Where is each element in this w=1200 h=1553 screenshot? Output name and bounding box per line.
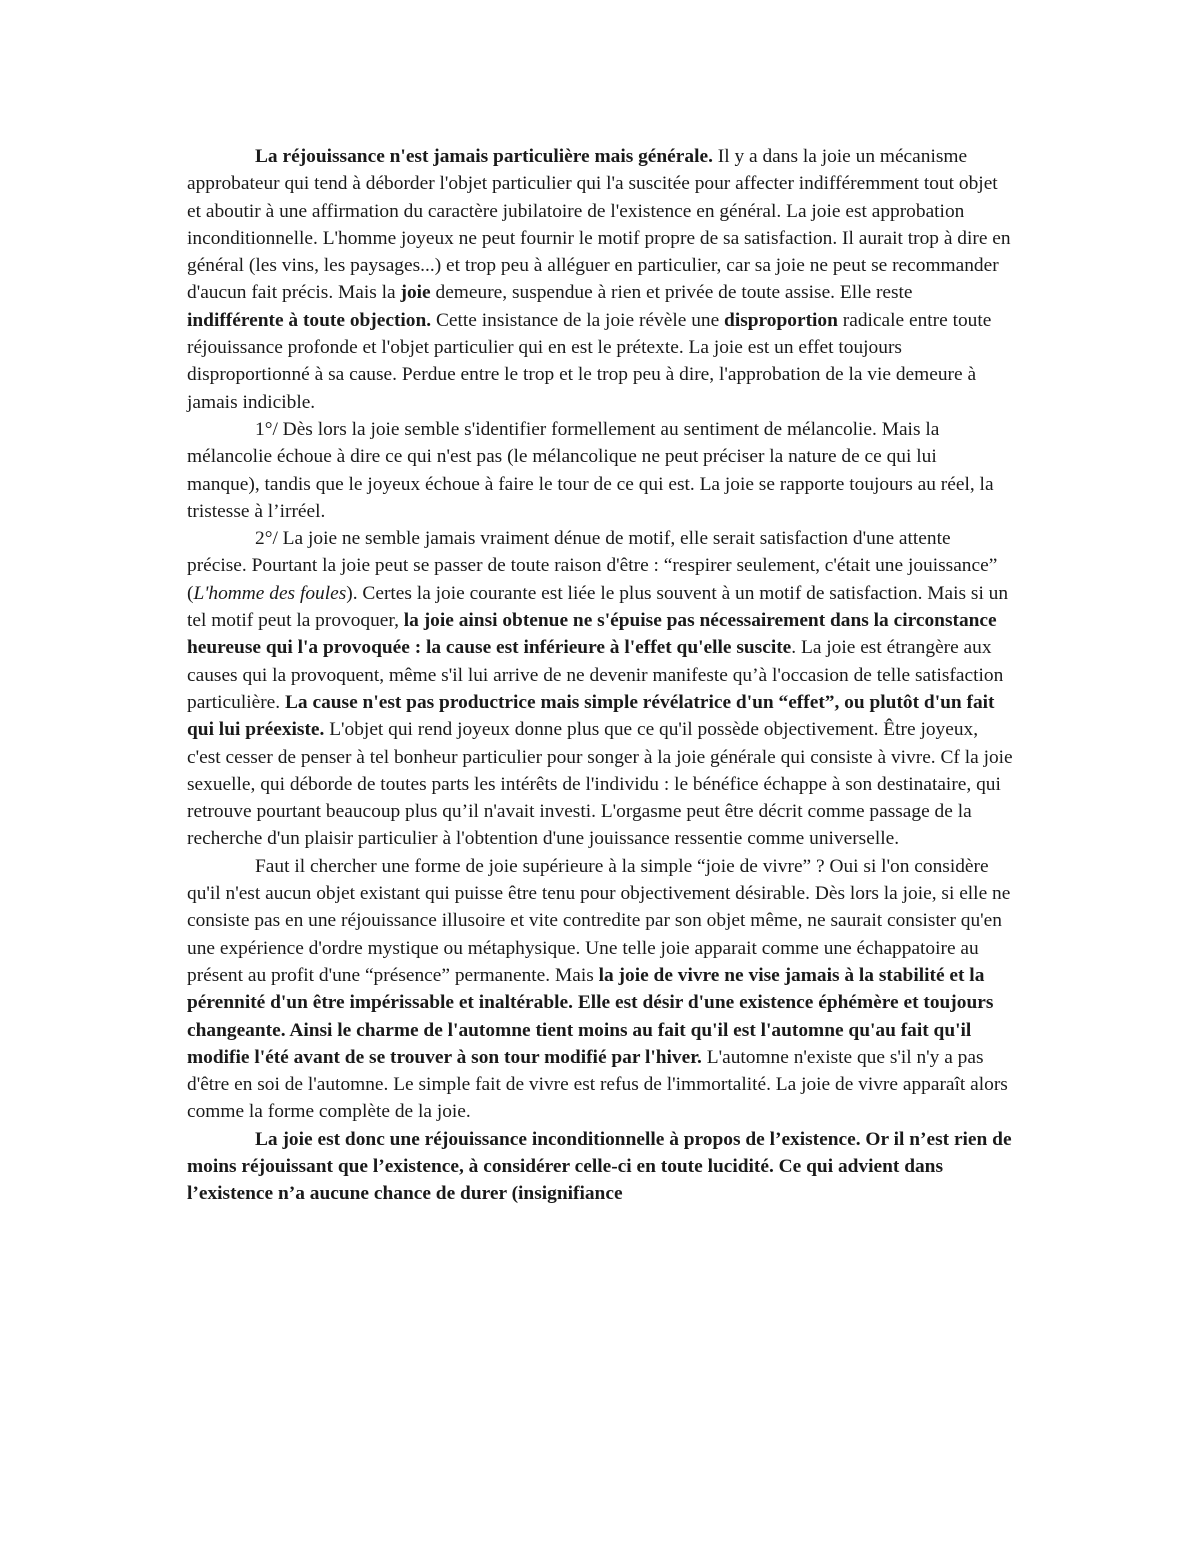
document-page bbox=[187, 143, 1013, 1208]
paragraph-point-2 bbox=[187, 525, 1013, 853]
paragraph-segment: disproportion bbox=[724, 309, 838, 331]
paragraph-point-1 bbox=[187, 416, 1013, 525]
paragraph-segment: L'objet qui rend joyeux donne plus que ce qu'il possède objectivement. Être joyeux, c'est cesser de penser à tel bonheur particulier pour songer à la joie générale qui consiste à vivre. Cf la joie sexuelle, qui déborde de toutes parts les intérêts de l'individu : le bénéfice échappe à son destinataire, qui retrouve pourtant beaucoup plus qu’il n'avait investi. L'orgasme peut être décrit comme passage de la recherche d'un plaisir particulier à l'obtention d'une jouissance ressentie comme universelle. bbox=[187, 719, 1013, 850]
paragraph-joie-de-vivre bbox=[187, 853, 1013, 1126]
paragraph-segment: L'homme des foules bbox=[193, 582, 347, 604]
paragraph-segment: demeure, suspendue à rien et privée de toute assise. Elle reste bbox=[430, 282, 913, 304]
paragraph-segment: . La joie est étrangère aux causes qui la provoquent, même s'il lui arrive de ne devenir manifeste qu’à l'occasion de telle satisfaction particulière. bbox=[187, 637, 1004, 713]
paragraph-segment: la joie de vivre ne vise jamais à la stabilité et la pérennité d'un être impérissable et inaltérable. Elle est désir d'une existence éphémère et toujours changeante. Ainsi le charme de l'automne tient moins au fait qu'il est l'automne qu'au fait qu'il modifie l'été avant de se trouver à son tour modifié par l'hiver. bbox=[187, 964, 994, 1068]
paragraph-segment: 2°/ La joie ne semble jamais vraiment dénue de motif, elle serait satisfaction d'une attente précise. Pourtant la joie peut se passer de toute raison d'être : “respirer seulement, c'était une jouissance” ( bbox=[187, 528, 998, 604]
paragraph-segment: Cette insistance de la joie révèle une bbox=[431, 309, 725, 331]
paragraph-segment: 1°/ Dès lors la joie semble s'identifier formellement au sentiment de mélancolie. Mais la mélancolie échoue à dire ce qui n'est pas (le mélancolique ne peut préciser la nature de ce qui lui manque), tandis que le joyeux échoue à faire le tour de ce qui est. La joie se rapporte toujours au réel, la tristesse à l’irréel. bbox=[187, 418, 994, 522]
paragraph-segment: Il y a dans la joie un mécanisme approbateur qui tend à déborder l'objet particulier qui l'a suscitée pour affecter indifféremment tout objet et aboutir à une affirmation du caractère jubilatoire de l'existence en général. La joie est approbation inconditionnelle. L'homme joyeux ne peut fournir le motif propre de sa satisfaction. Il aurait trop à dire en général (les vins, les paysages...) et trop peu à alléguer en particulier, car sa joie ne peut se recommander d'aucun fait précis. Mais la bbox=[187, 146, 1011, 304]
paragraph-segment: joie bbox=[400, 282, 431, 304]
paragraph-segment: Faut il chercher une forme de joie supérieure à la simple “joie de vivre” ? Oui si l'on considère qu'il n'est aucun objet existant qui puisse être tenu pour objectivement désirable. Dès lors la joie, si elle ne consiste pas en une réjouissance illusoire et vite contredite par son objet même, ne saurait consister qu'en une expérience d'ordre mystique ou métaphysique. Une telle joie apparait comme une échappatoire au présent au profit d'une “présence” permanente. Mais bbox=[187, 855, 1011, 986]
paragraph-segment: La joie est donc une réjouissance inconditionnelle à propos de l’existence. Or il n’est rien de moins réjouissant que l’existence, à considérer celle-ci en toute lucidité. Ce qui advient dans l’existence n’a aucune chance de durer (insignifiance bbox=[187, 1128, 1012, 1205]
paragraph-intro bbox=[187, 143, 1013, 416]
paragraph-conclusion bbox=[187, 1126, 1013, 1208]
paragraph-segment: indifférente à toute objection. bbox=[187, 309, 432, 331]
paragraph-segment: radicale entre toute réjouissance profonde et l'objet particulier qui en est le prétexte. La joie est un effet toujours disproportionné à sa cause. Perdue entre le trop et le trop peu à dire, l'approbation de la vie demeure à jamais indicible. bbox=[187, 309, 992, 413]
paragraph-segment: La réjouissance n'est jamais particulière mais générale. bbox=[255, 146, 713, 167]
paragraph-segment: La cause n'est pas productrice mais simple révélatrice d'un “effet”, ou plutôt d'un fait qui lui préexiste. bbox=[187, 691, 995, 741]
paragraph-segment: ). Certes la joie courante est liée le plus souvent à un motif de satisfaction. Mais si un tel motif peut la provoquer, bbox=[187, 582, 1009, 632]
paragraph-segment: la joie ainsi obtenue ne s'épuise pas nécessairement dans la circonstance heureuse qui l'a provoquée : la cause est inférieure à l'effet qu'elle suscite bbox=[187, 610, 997, 659]
paragraph-segment: L'automne n'existe que s'il n'y a pas d'être en soi de l'automne. Le simple fait de vivre est refus de l'immortalité. La joie de vivre apparaît alors comme la forme complète de la joie. bbox=[187, 1046, 1008, 1123]
